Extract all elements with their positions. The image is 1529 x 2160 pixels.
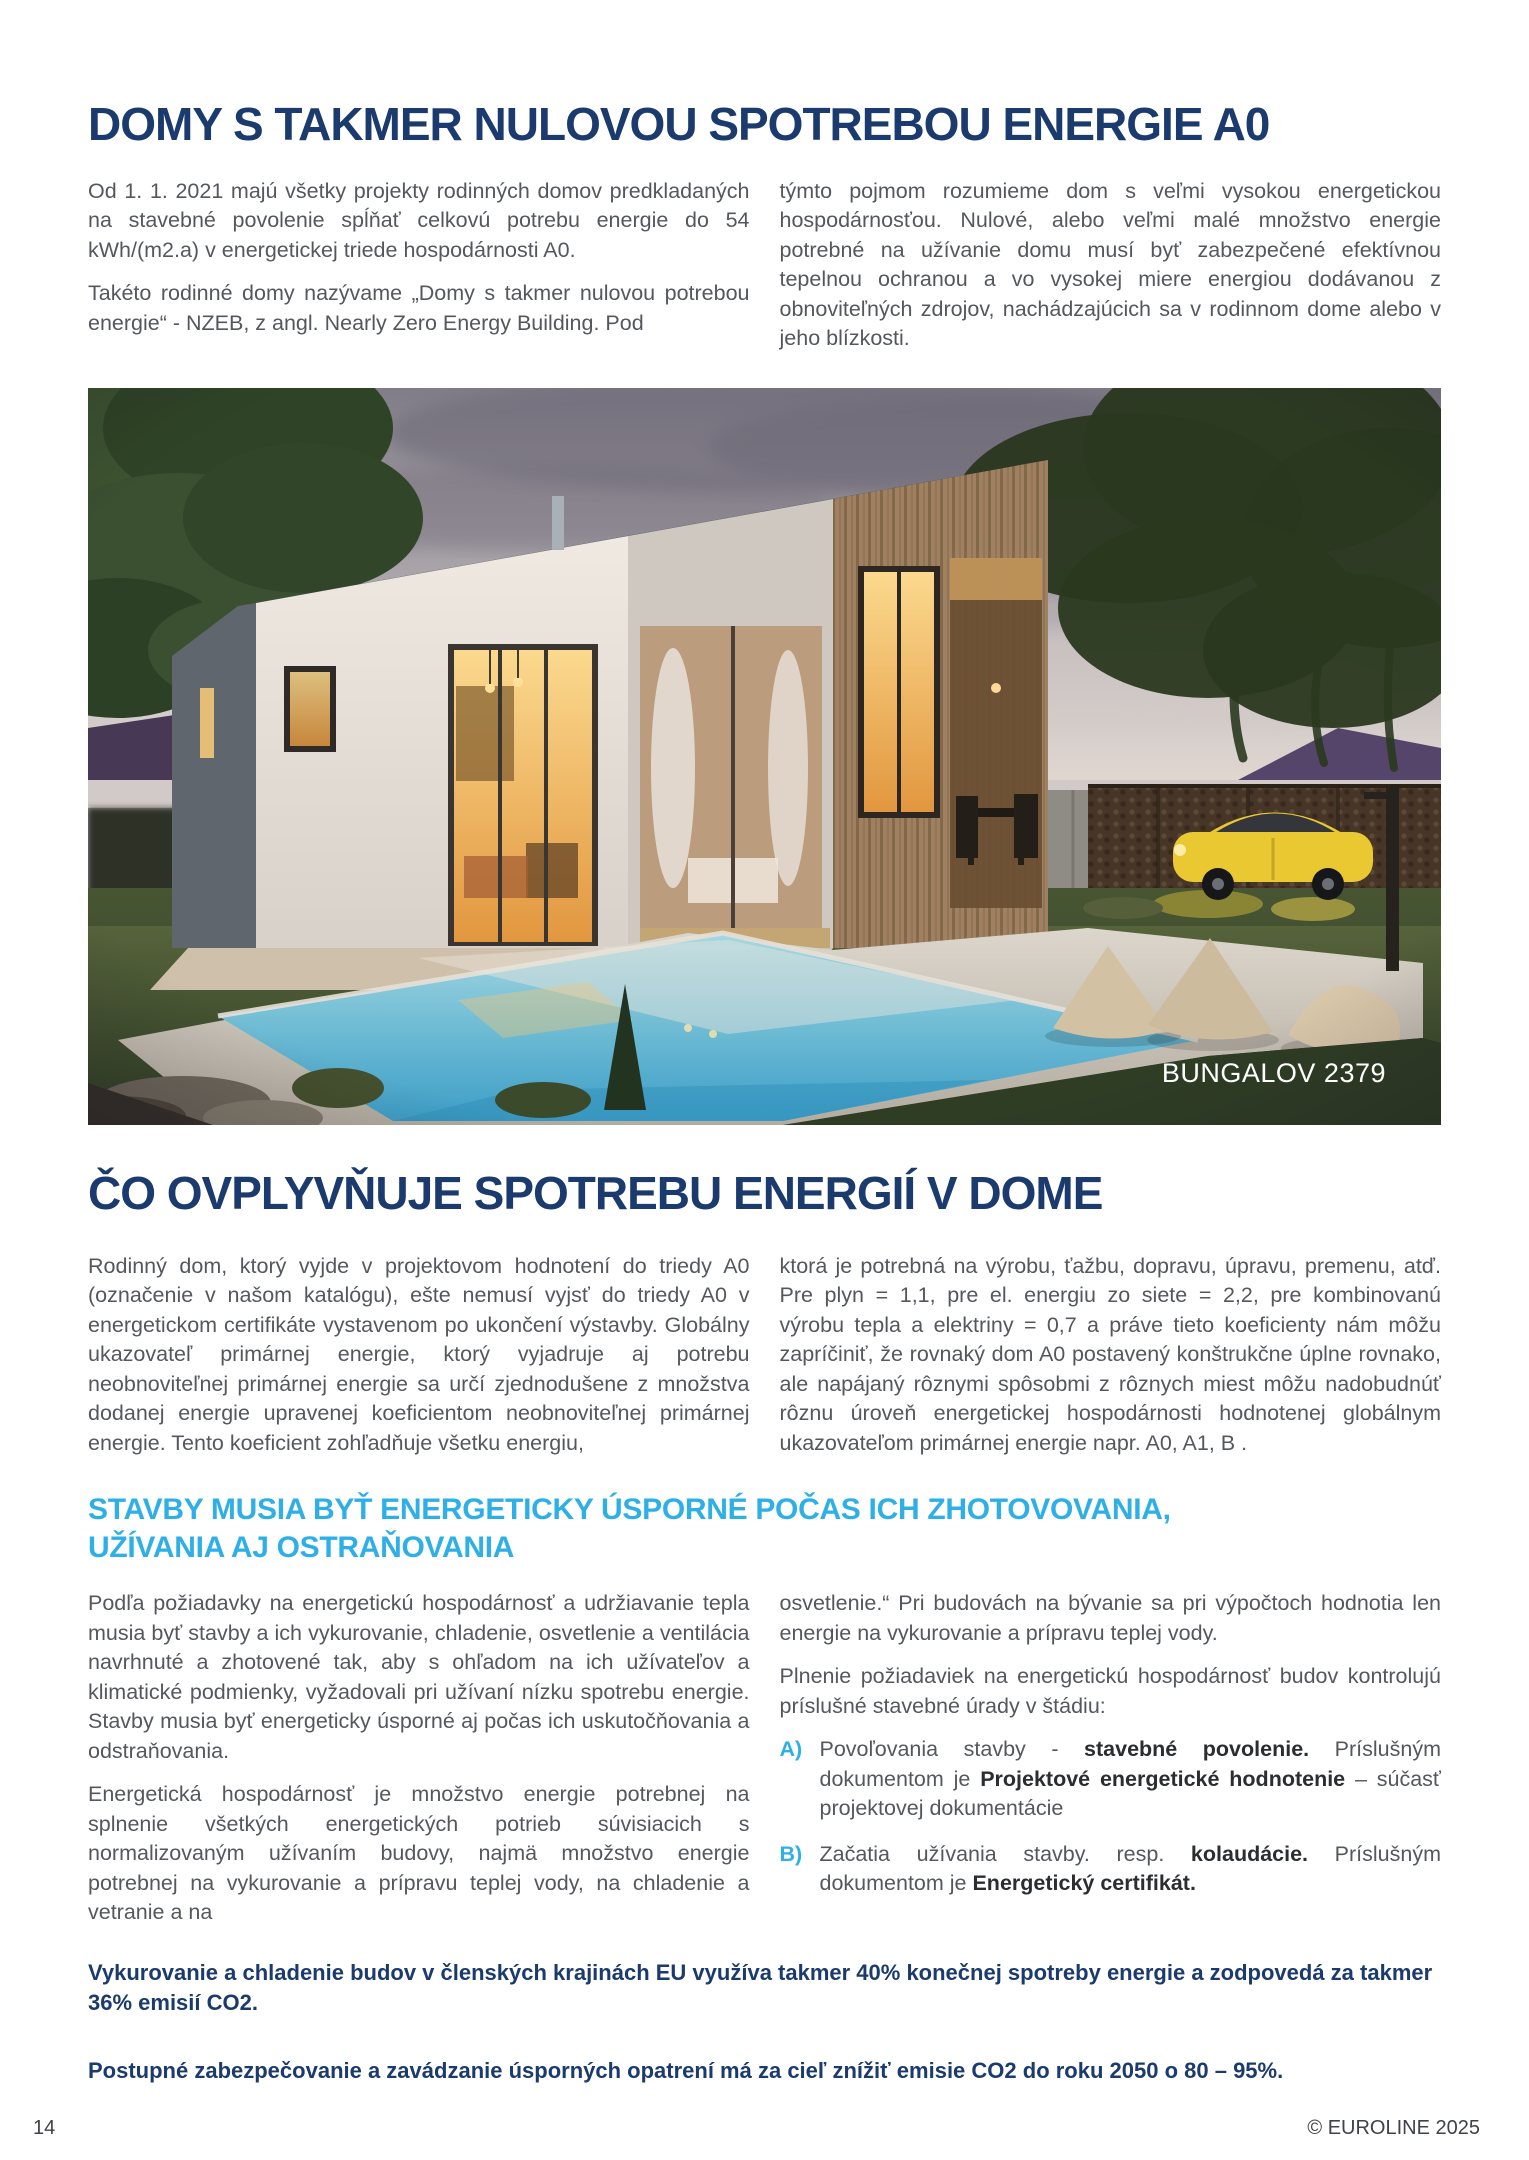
- list-marker-a: A): [779, 1737, 803, 1762]
- intro-column-left: [88, 177, 750, 354]
- section3-column-left: [88, 1589, 750, 1928]
- photo-caption: BUNGALOV 2379: [1161, 1057, 1386, 1088]
- paragraph: Od 1. 1. 2021 majú všetky projekty rodinných domov predkladaných na stavebné povolenie spĺňať celkovú potrebu energie do 54 kWh/(m2.a) v energetickej triede hospodárnosti A0.: [88, 178, 750, 262]
- paragraph: Plnenie požiadaviek na energetickú hospodárnosť budov kontrolujú príslušné stavebné úrady v štádiu:: [779, 1664, 1441, 1718]
- intro-columns: [88, 177, 1441, 354]
- paragraph: Podľa požiadavky na energetickú hospodárnosť a udržiavanie tepla musia byť stavby a ich vykurovanie, chladenie, osvetlenie a ventilácia navrhnuté a zhotovené tak, aby s ohľadom na ich užívateľov a klimatické podmienky, vyžadovali pri užívaní nízku spotrebu energie. Stavby musia byť energeticky úsporné aj počas ich uskutočňovania a odstraňovania.: [88, 1591, 750, 1763]
- paragraph: Energetická hospodárnosť je množstvo energie potrebnej na splnenie všetkých energetických potrieb súvisiacich s normalizovaným užívaním budovy, najmä množstvo energie potrebnej na vykurovanie a prípravu teplej vody, na chladenie a vetranie a na: [88, 1782, 750, 1925]
- list-text-bold: kolaudácie.: [1190, 1841, 1309, 1866]
- list-item-b: [780, 1840, 1442, 1899]
- list-text: Príslušným dokumentom je: [819, 1841, 1441, 1896]
- list-marker-b: B): [779, 1841, 803, 1866]
- section2-column-right: [780, 1252, 1442, 1459]
- footer-copyright: © EUROLINE 2025: [1307, 2117, 1480, 2139]
- intro-column-right: [780, 177, 1442, 354]
- subsection-title-line: UŽÍVANIA AJ OSTRAŇOVANIA: [88, 1531, 515, 1565]
- page-title: DOMY S TAKMER NULOVOU SPOTREBOU ENERGIE A0: [88, 98, 1270, 150]
- highlight-text: Postupné zabezpečovanie a zavádzanie úsporných opatrení má za cieľ znížiť emisie CO2 do roku 2050 o 80 – 95%.: [88, 2057, 1284, 2083]
- section2-column-left: [88, 1252, 750, 1459]
- list-item-a: [780, 1735, 1442, 1824]
- subsection-title-line: STAVBY MUSIA BYŤ ENERGETICKY ÚSPORNÉ POČAS ICH ZHOTOVOVANIA,: [88, 1493, 1171, 1527]
- paragraph: ktorá je potrebná na výrobu, ťažbu, dopravu, úpravu, premenu, atď. Pre plyn = 1,1, pre el. energiu zo siete = 2,2, pre kombinovanú výrobu tepla a elektriny = 0,7 a práve tieto koeficienty nám môžu zapríčiniť, že rovnaký dom A0 postavený konštrukčne úplne rovnako, ale napájaný rôznymi spôsobmi z rôznych miest môžu nadobudnúť rôznu úroveň energetickej hospodárnosti hodnotenej globálnym ukazovateľom primárnej energie napr. A0, A1, B .: [779, 1253, 1441, 1455]
- house-photo-illustration: [88, 388, 1441, 1125]
- highlight-text: Vykurovanie a chladenie budov v členských krajinách EU využíva takmer 40% konečnej spotreby energie a zodpovedá za takmer 36% emisií CO2.: [88, 1959, 1433, 2015]
- section3-columns: [88, 1589, 1441, 1928]
- list-text: – súčasť projektovej dokumentácie: [819, 1766, 1441, 1821]
- page-content: [0, 98, 1529, 2086]
- hero-photo: [88, 388, 1441, 1125]
- paragraph: osvetlenie.“ Pri budovách na bývanie sa pri výpočtoch hodnotia len energie na vykurovanie a prípravu teplej vody.: [779, 1591, 1441, 1645]
- subsection-title: [88, 1491, 1441, 1567]
- list-text: Povoľovania stavby -: [819, 1737, 1085, 1762]
- list-text: Začatia užívania stavby. resp.: [819, 1841, 1191, 1866]
- list-text-bold: Energetický certifikát.: [972, 1871, 1196, 1896]
- paragraph: Rodinný dom, ktorý vyjde v projektovom hodnotení do triedy A0 (označenie v našom katalógu), ešte nemusí vyjsť do triedy A0 v energetickom certifikáte vystavenom po ukončení výstavby. Globálny ukazovateľ primárnej energie, ktorý vyjadruje aj potrebu neobnoviteľnej primárnej energie sa určí zjednodušene z množstva dodanej energie upravenej koeficientom neobnoviteľnej primárnej energie. Tento koeficient zohľadňuje všetku energiu,: [88, 1253, 750, 1455]
- section2-columns: [88, 1252, 1441, 1459]
- section3-column-right: [780, 1589, 1442, 1928]
- vignette: [88, 388, 1441, 1125]
- footer-page-number: 14: [33, 2117, 56, 2139]
- paragraph: týmto pojmom rozumieme dom s veľmi vysokou energetickou hospodárnosťou. Nulové, alebo veľmi malé množstvo energie potrebné na užívanie domu musí byť zabezpečené efektívnou tepelnou ochranou a vo vysokej miere energiou dodávanou z obnoviteľných zdrojov, nachádzajúcich sa v rodinnom dome alebo v jeho blízkosti.: [779, 178, 1441, 351]
- list-text-bold: Projektové energetické hodnotenie: [980, 1766, 1346, 1791]
- paragraph: Takéto rodinné domy nazývame „Domy s takmer nulovou potrebou energie“ - NZEB, z angl. Nearly Zero Energy Building. Pod: [88, 281, 750, 335]
- section-title: ČO OVPLYVŇUJE SPOTREBU ENERGIÍ V DOME: [88, 1166, 1103, 1219]
- list-text-bold: stavebné povolenie.: [1084, 1737, 1310, 1762]
- list-text: Príslušným dokumentom je: [819, 1737, 1441, 1791]
